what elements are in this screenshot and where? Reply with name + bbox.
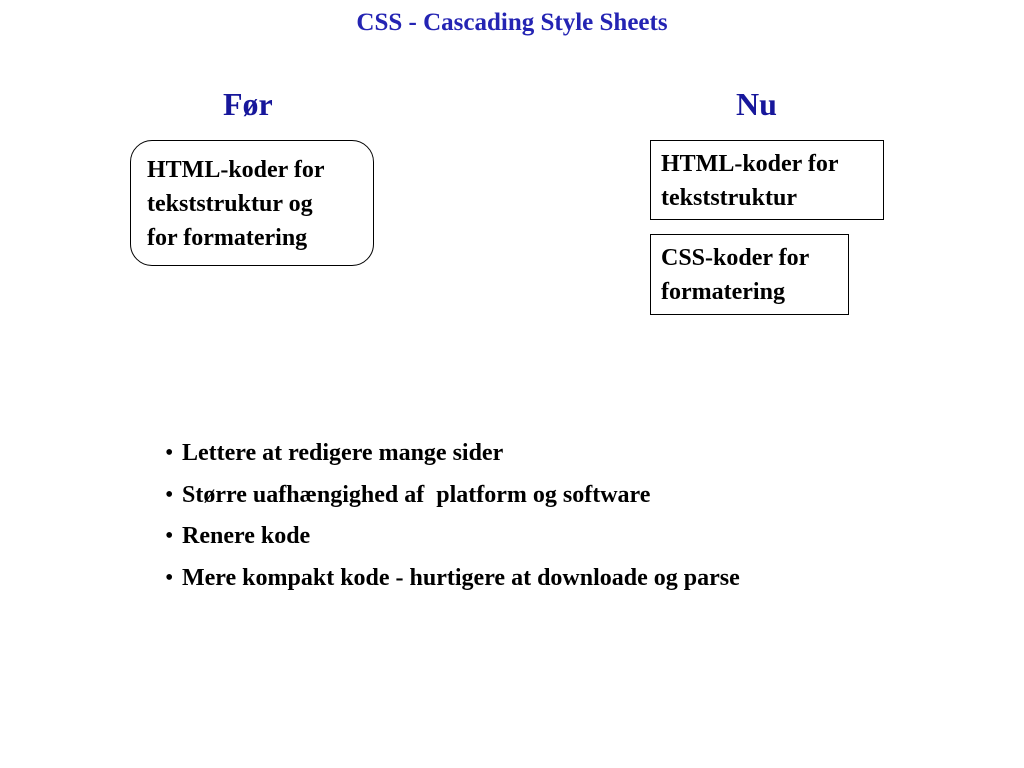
benefit-text: Lettere at redigere mange sider bbox=[182, 440, 504, 466]
box-line: HTML-koder for bbox=[147, 157, 325, 183]
before-html-formatting-box bbox=[130, 140, 374, 266]
box-line: CSS-koder for bbox=[661, 245, 810, 271]
box-line: tekststruktur bbox=[661, 185, 797, 211]
benefit-text: Større uafhængighed af platform og software bbox=[182, 481, 651, 508]
heading-before: Før bbox=[223, 86, 273, 122]
benefit-item bbox=[165, 516, 740, 558]
benefit-item bbox=[165, 475, 740, 517]
box-line: HTML-koder for bbox=[661, 151, 839, 177]
bullet: • bbox=[165, 564, 174, 591]
benefit-text: Renere kode bbox=[182, 523, 311, 549]
box-line: for formatering bbox=[147, 225, 308, 251]
now-html-structure-box bbox=[650, 140, 884, 220]
bullet: • bbox=[165, 481, 174, 508]
bullet: • bbox=[165, 440, 174, 466]
heading-now: Nu bbox=[736, 86, 777, 122]
bullet: • bbox=[165, 523, 174, 549]
benefit-item bbox=[165, 558, 740, 600]
slide-title: CSS - Cascading Style Sheets bbox=[356, 9, 668, 36]
benefit-item bbox=[165, 433, 740, 475]
benefits-list bbox=[165, 433, 740, 599]
now-css-formatting-box bbox=[650, 234, 849, 315]
box-line: formatering bbox=[661, 279, 785, 305]
box-line: tekststruktur og bbox=[147, 191, 313, 217]
benefit-text: Mere kompakt kode - hurtigere at downloade og parse bbox=[182, 564, 740, 591]
